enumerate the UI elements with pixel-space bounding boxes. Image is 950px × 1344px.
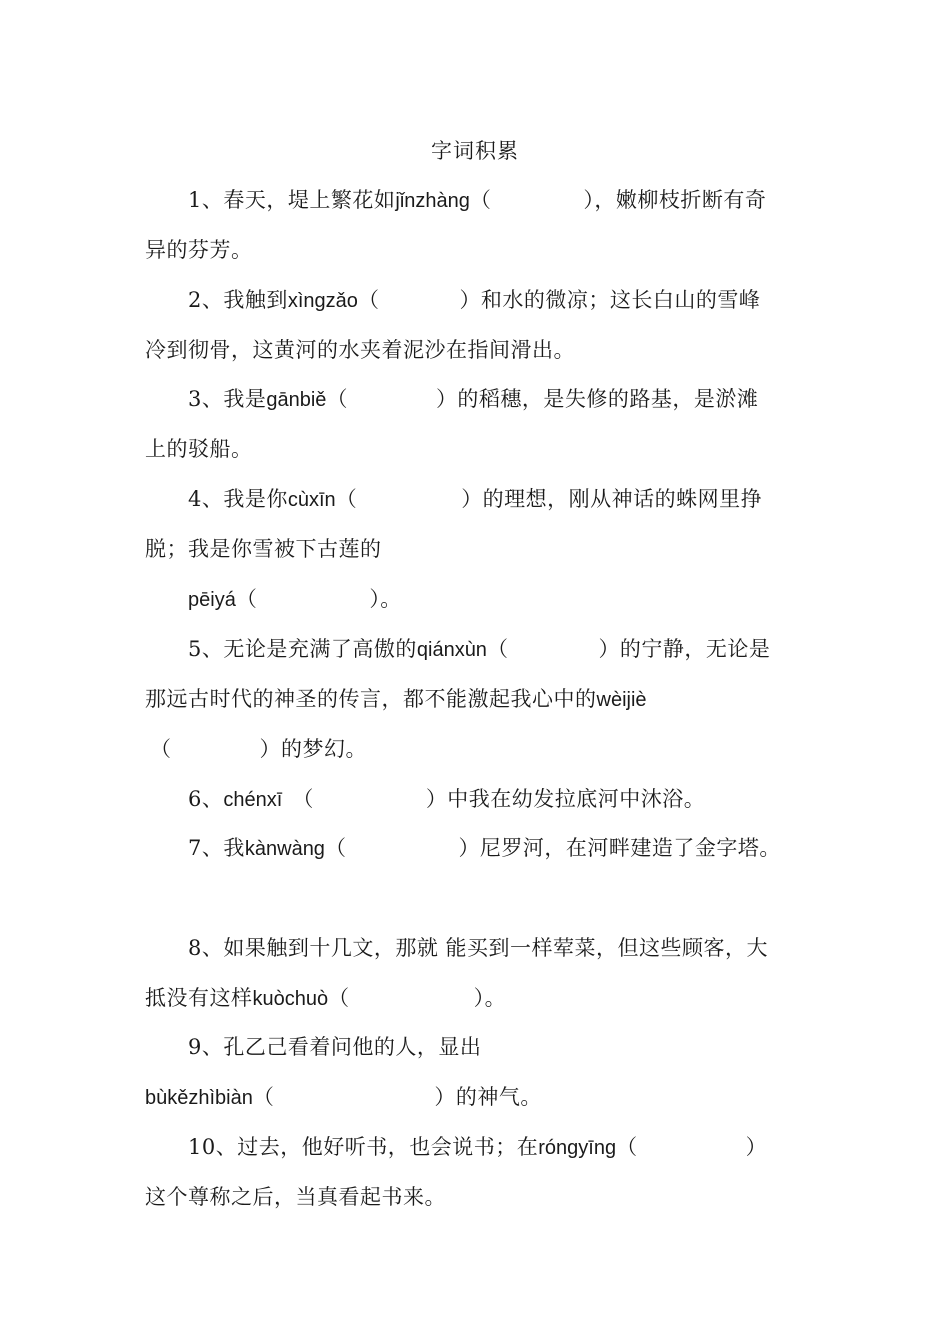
item-1-text-c: ），嫩柳枝折断有奇: [583, 188, 767, 212]
item-5-line-2: [145, 684, 647, 715]
item-4-text-a: 4、我是你: [188, 487, 288, 511]
item-8-line-2: [145, 983, 506, 1014]
item-3-open-paren: （: [326, 387, 348, 411]
item-2-pinyin: xìngzǎo: [287, 290, 358, 312]
item-5-text-end: ）的梦幻。: [259, 737, 367, 761]
item-7-pinyin: kànwàng: [244, 838, 325, 860]
item-4-line-3: [188, 584, 402, 615]
item-2-text-c: ）和水的微凉；这长白山的雪峰: [459, 288, 761, 312]
item-5-text-line2: 那远古时代的神圣的传言，都不能激起我心中的: [145, 687, 597, 711]
item-9-open-paren: （: [252, 1085, 275, 1109]
item-4-open-paren-2: （: [235, 587, 258, 611]
item-1-line-2: 异的芬芳。: [145, 238, 253, 262]
item-8-text-a: 抵没有这样: [145, 986, 253, 1010]
item-10-close-paren: ）: [745, 1135, 768, 1159]
item-3-pinyin: gānbiě: [266, 389, 327, 411]
item-5-line-3: [150, 734, 367, 764]
item-9-text-end: ）的神气。: [434, 1085, 542, 1109]
item-5-text-a: 5、无论是充满了高傲的: [188, 637, 417, 661]
item-10-line-2: 这个尊称之后，当真看起书来。: [145, 1185, 446, 1209]
item-7-text-c: ）尼罗河，在河畔建造了金字塔。: [458, 836, 781, 860]
item-7-text-a: 7、我: [188, 836, 245, 860]
item-5-pinyin-2: wèijiè: [596, 689, 647, 711]
item-3-line-2: 上的驳船。: [145, 437, 253, 461]
item-6-line-1: [188, 784, 705, 815]
item-8-line-1: 8、如果触到十几文，那就 能买到一样荤菜，但这些顾客，大: [188, 936, 769, 960]
item-5-text-c: ）的宁静，无论是: [598, 637, 771, 661]
item-4-pinyin: cùxīn: [287, 489, 336, 511]
item-5-open-paren-2: （: [150, 737, 172, 761]
item-7-line-1: [188, 833, 781, 864]
item-3-line-1: [188, 384, 758, 415]
page-title: 字词积累: [431, 139, 519, 163]
item-2-line-2: 冷到彻骨，这黄河的水夹着泥沙在指间滑出。: [145, 338, 575, 362]
item-10-pinyin: róngyīng: [538, 1137, 617, 1159]
item-4-text-c: ）的理想，刚从神话的蛛网里挣: [461, 487, 763, 511]
item-8-open-paren: （: [328, 986, 350, 1010]
item-10-line-1: [188, 1132, 767, 1163]
item-3-text-c: ）的稻穗，是失修的路基，是淤滩: [435, 387, 759, 411]
item-1-open-paren: （: [469, 188, 492, 212]
item-5-pinyin: qiánxùn: [416, 639, 487, 661]
item-1-line-1: [188, 185, 766, 216]
item-6-text-c: ）中我在幼发拉底河中沐浴。: [425, 787, 706, 811]
item-9-pinyin: bùkězhìbiàn: [145, 1087, 253, 1109]
item-5-open-paren: （: [486, 637, 509, 661]
item-6-text-a: 6、: [188, 787, 224, 811]
item-4-line-1: [188, 484, 762, 515]
item-1-text-a: 1、春天，堤上繁花如: [188, 188, 396, 212]
item-9-line-1: 9、孔乙己看着问他的人，显出: [188, 1035, 482, 1059]
item-1-pinyin: jǐnzhàng: [395, 190, 470, 212]
item-8-pinyin: kuòchuò: [252, 988, 329, 1010]
item-6-pinyin: chénxī: [223, 789, 283, 811]
item-2-text-a: 2、我触到: [188, 288, 288, 312]
item-9-line-2: [145, 1082, 542, 1113]
item-8-text-end: ）。: [473, 986, 507, 1010]
item-6-open-paren: （: [292, 787, 314, 811]
item-2-line-1: [188, 285, 760, 316]
item-4-line-2: 脱；我是你雪被下古莲的: [145, 537, 382, 561]
item-10-text-a: 10、过去，他好听书，也会说书；在: [188, 1135, 539, 1159]
item-5-line-1: [188, 634, 770, 665]
item-10-open-paren: （: [616, 1135, 638, 1159]
item-4-open-paren: （: [335, 487, 358, 511]
item-3-text-a: 3、我是: [188, 387, 267, 411]
item-2-open-paren: （: [357, 288, 380, 312]
item-4-pinyin-2: pēiyá: [188, 589, 236, 611]
item-7-open-paren: （: [324, 836, 347, 860]
item-4-text-end: ）。: [369, 587, 402, 611]
